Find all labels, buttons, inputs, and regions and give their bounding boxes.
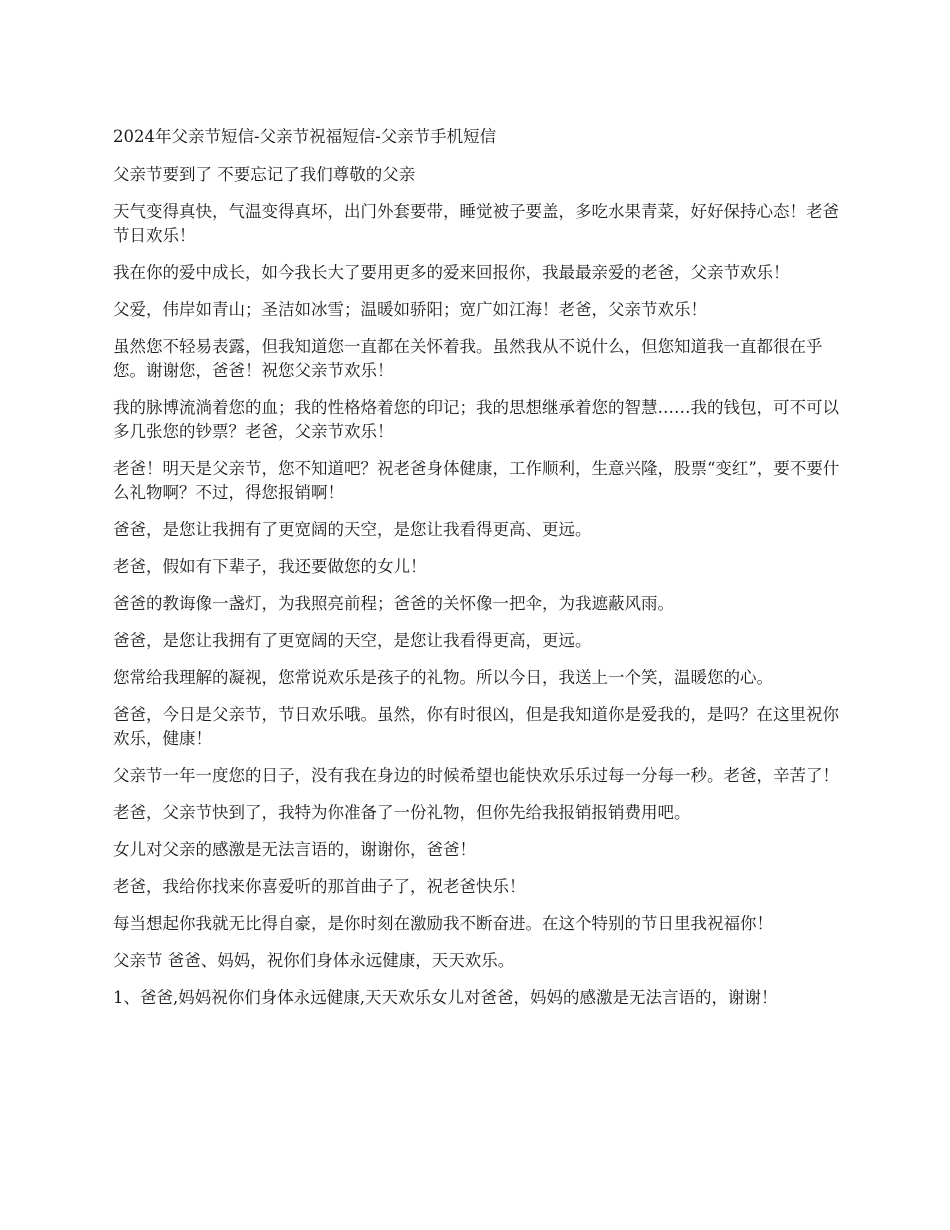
paragraph: 父爱，伟岸如青山；圣洁如冰雪；温暖如骄阳；宽广如江海！老爸，父亲节欢乐！ [113,300,707,319]
paragraph: 每当想起你我就无比得自豪，是你时刻在激励我不断奋进。在这个特别的节日里我祝福你！ [113,914,773,933]
document-title: 2024年父亲节短信-父亲节祝福短信-父亲节手机短信 [113,127,497,146]
paragraph: 爸爸的教诲像一盏灯，为我照亮前程；爸爸的关怀像一把伞，为我遮蔽风雨。 [113,594,674,613]
paragraph: 爸爸，今日是父亲节，节日欢乐哦。虽然，你有时很凶，但是我知道你是爱我的，是吗？在这里祝你欢乐，健康！ [113,705,839,748]
paragraph: 老爸，父亲节快到了，我特为你准备了一份礼物，但你先给我报销报销费用吧。 [113,803,691,822]
paragraph: 女儿对父亲的感激是无法言语的，谢谢你，爸爸！ [113,840,476,859]
paragraph: 父亲节要到了 不要忘记了我们尊敬的父亲 [113,165,416,184]
paragraph: 虽然您不轻易表露，但我知道您一直都在关怀着我。虽然我从不说什么，但您知道我一直都很在乎您。谢谢您，爸爸！祝您父亲节欢乐！ [113,337,823,380]
paragraph: 老爸，我给你找来你喜爱听的那首曲子了，祝老爸快乐！ [113,877,526,896]
paragraph: 爸爸，是您让我拥有了更宽阔的天空，是您让我看得更高，更远。 [113,631,592,650]
paragraph: 我的脉博流淌着您的血；我的性格烙着您的印记；我的思想继承着您的智慧……我的钱包，可不可以多几张您的钞票？老爸，父亲节欢乐！ [113,398,839,441]
paragraph: 天气变得真快，气温变得真坏，出门外套要带，睡觉被子要盖，多吃水果青菜，好好保持心态！老爸节日欢乐！ [113,202,839,245]
paragraph: 爸爸，是您让我拥有了更宽阔的天空，是您让我看得更高、更远。 [113,520,592,539]
paragraph: 父亲节 爸爸、妈妈，祝你们身体永远健康，天天欢乐。 [113,951,515,970]
paragraph: 父亲节一年一度您的日子，没有我在身边的时候希望也能快欢乐乐过每一分每一秒。老爸，辛苦了！ [113,766,839,785]
paragraph: 老爸，假如有下辈子，我还要做您的女儿！ [113,557,427,576]
paragraph: 您常给我理解的凝视，您常说欢乐是孩子的礼物。所以今日，我送上一个笑，温暖您的心。 [113,668,773,687]
paragraph: 老爸！明天是父亲节，您不知道吧？祝老爸身体健康，工作顺利，生意兴隆，股票“变红”，要不要什么礼物啊？不过，得您报销啊！ [113,459,840,502]
paragraph: 1、爸爸,妈妈祝你们身体永远健康,天天欢乐女儿对爸爸，妈妈的感激是无法言语的，谢谢！ [113,988,778,1007]
paragraph: 我在你的爱中成长，如今我长大了要用更多的爱来回报你，我最最亲爱的老爸，父亲节欢乐！ [113,263,790,282]
